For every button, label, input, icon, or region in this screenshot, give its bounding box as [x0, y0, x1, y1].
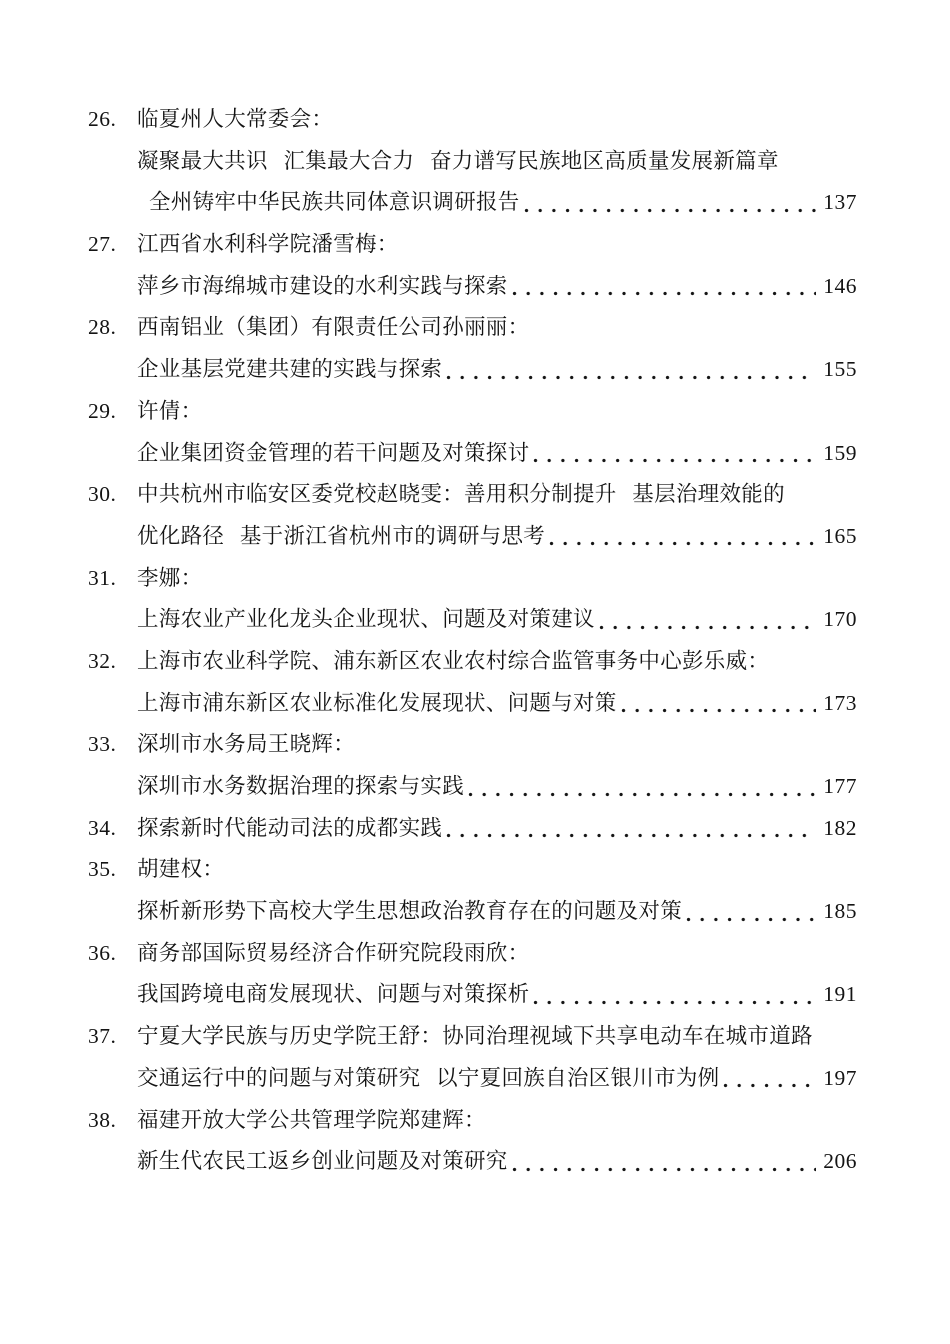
toc-entry-text: 我国跨境电商发展现状、问题与对策探析: [137, 982, 530, 1007]
toc-page-number: 165: [823, 523, 857, 548]
dot-leader: [442, 349, 820, 391]
toc-page-number: 206: [823, 1149, 857, 1174]
toc-row[interactable]: [88, 516, 857, 558]
toc-row[interactable]: [88, 474, 857, 516]
toc-row[interactable]: [88, 349, 857, 391]
toc-page-number: 173: [823, 690, 857, 715]
toc-entry-text: 福建开放大学公共管理学院郑建辉：: [137, 1107, 486, 1132]
toc-entry-number: 32.: [88, 648, 117, 673]
dot-leader: [508, 1141, 821, 1183]
toc-page-number: 185: [823, 899, 857, 924]
toc-page-number: 191: [823, 982, 857, 1007]
toc-entry-number: 26.: [88, 107, 117, 131]
toc-row[interactable]: [88, 808, 857, 850]
toc-row[interactable]: [88, 99, 857, 141]
toc-row[interactable]: [88, 1100, 857, 1142]
toc-entry-text: 凝聚最大共识 汇集最大合力 奋力谱写民族地区高质量发展新篇章: [137, 148, 779, 173]
toc-entry-text: 江西省水利科学院潘雪梅：: [137, 232, 399, 257]
toc-entry-text: 上海农业产业化龙头企业现状、问题及对策建议: [137, 607, 595, 632]
toc-row[interactable]: [88, 182, 857, 224]
toc-entry-text: 临夏州人大常委会：: [137, 107, 334, 131]
toc-entry-text: 上海市农业科学院、浦东新区农业农村综合监管事务中心彭乐威：: [137, 648, 770, 673]
toc-entry-number: [88, 599, 137, 641]
toc-entry-text: 交通运行中的问题与对策研究 以宁夏回族自治区银川市为例: [137, 1065, 720, 1090]
toc-entry-text: 商务部国际贸易经济合作研究院段雨欣：: [137, 940, 530, 965]
toc-entry-text: 中共杭州市临安区委党校赵晓雯：善用积分制提升 基层治理效能的: [137, 482, 785, 507]
toc-entry-number: 33.: [88, 732, 117, 757]
toc-entry-text: 企业集团资金管理的若干问题及对策探讨: [137, 440, 530, 465]
toc-row[interactable]: [88, 849, 857, 891]
toc-entry-number: 35.: [88, 857, 117, 882]
dot-leader: [617, 683, 821, 725]
toc-page-number: 159: [823, 440, 857, 465]
toc-entry-number: [88, 266, 137, 308]
toc-row[interactable]: [88, 307, 857, 349]
toc-page-number: 182: [823, 815, 857, 840]
toc-row[interactable]: [88, 558, 857, 600]
toc-row[interactable]: [88, 224, 857, 266]
toc-entry-number: [88, 974, 137, 1016]
toc-row[interactable]: [88, 391, 857, 433]
toc-entry-text: 许倩：: [137, 398, 203, 423]
toc-entry-text: 优化路径 基于浙江省杭州市的调研与思考: [137, 523, 546, 548]
toc-entry-text: 探析新形势下高校大学生思想政治教育存在的问题及对策: [137, 899, 683, 924]
toc-entry-text: 胡建权：: [137, 857, 225, 882]
toc-entry-number: [88, 766, 137, 808]
toc-entry-number: [88, 683, 137, 725]
dot-leader: [508, 266, 821, 308]
dot-leader: [529, 974, 820, 1016]
toc-page-number: 170: [823, 607, 857, 632]
toc-entry-number: 29.: [88, 398, 117, 423]
toc-entry-number: [88, 182, 137, 224]
toc-page-number: 137: [823, 190, 857, 215]
dot-leader: [682, 891, 820, 933]
toc-entry-text: 新生代农民工返乡创业问题及对策研究: [137, 1149, 508, 1174]
toc-row[interactable]: [88, 141, 857, 183]
dot-leader: [464, 766, 820, 808]
toc-entry-number: [88, 891, 137, 933]
toc-row[interactable]: [88, 766, 857, 808]
toc-entry-number: 38.: [88, 1107, 117, 1132]
dot-leader: [442, 808, 820, 850]
toc-entry-number: [88, 516, 137, 558]
toc-entry-number: 30.: [88, 482, 117, 507]
toc-row[interactable]: [88, 1016, 857, 1058]
toc-entry-text: 宁夏大学民族与历史学院王舒：协同治理视域下共享电动车在城市道路: [137, 1024, 813, 1049]
toc-entry-number: [88, 433, 137, 475]
toc-entry-number: 37.: [88, 1024, 117, 1049]
toc-entry-text: 西南铝业（集团）有限责任公司孙丽丽：: [137, 315, 530, 340]
toc-entry-text: 李娜：: [137, 565, 203, 590]
toc-row[interactable]: [88, 641, 857, 683]
toc-entry-text: 深圳市水务数据治理的探索与实践: [137, 774, 465, 798]
toc-page-number: 177: [823, 774, 857, 798]
dot-leader: [545, 516, 820, 558]
toc-row[interactable]: [88, 266, 857, 308]
dot-leader: [719, 1058, 820, 1100]
toc-entry-text: 萍乡市海绵城市建设的水利实践与探索: [137, 273, 508, 298]
toc-row[interactable]: [88, 724, 857, 766]
toc-entry-text: 上海市浦东新区农业标准化发展现状、问题与对策: [137, 690, 617, 715]
toc-row[interactable]: [88, 891, 857, 933]
toc-entry-number: 28.: [88, 315, 117, 340]
toc-entry-text: 深圳市水务局王晓辉：: [137, 732, 356, 757]
toc-row[interactable]: [88, 1141, 857, 1183]
toc-row[interactable]: [88, 683, 857, 725]
toc-entry-text: 全州铸牢中华民族共同体意识调研报告: [149, 190, 520, 215]
toc-entry-number: 31.: [88, 565, 117, 590]
toc-page-number: 146: [823, 273, 857, 298]
dot-leader: [529, 433, 820, 475]
toc-row[interactable]: [88, 433, 857, 475]
table-of-contents: [88, 99, 857, 1183]
toc-entry-number: [88, 349, 137, 391]
toc-page-number: 197: [823, 1065, 857, 1090]
toc-row[interactable]: [88, 1058, 857, 1100]
toc-row[interactable]: [88, 599, 857, 641]
toc-entry-number: [88, 141, 137, 183]
toc-entry-text: 企业基层党建共建的实践与探索: [137, 357, 443, 382]
dot-leader: [520, 182, 821, 224]
toc-entry-number: 34.: [88, 815, 117, 840]
toc-page-number: 155: [823, 357, 857, 382]
toc-entry-number: 36.: [88, 940, 117, 965]
toc-entry-text: 探索新时代能动司法的成都实践: [137, 815, 443, 840]
toc-entry-number: [88, 1141, 137, 1183]
toc-entry-number: 27.: [88, 232, 117, 257]
toc-entry-number: [88, 1058, 137, 1100]
dot-leader: [595, 599, 820, 641]
toc-row[interactable]: [88, 933, 857, 975]
toc-row[interactable]: [88, 974, 857, 1016]
